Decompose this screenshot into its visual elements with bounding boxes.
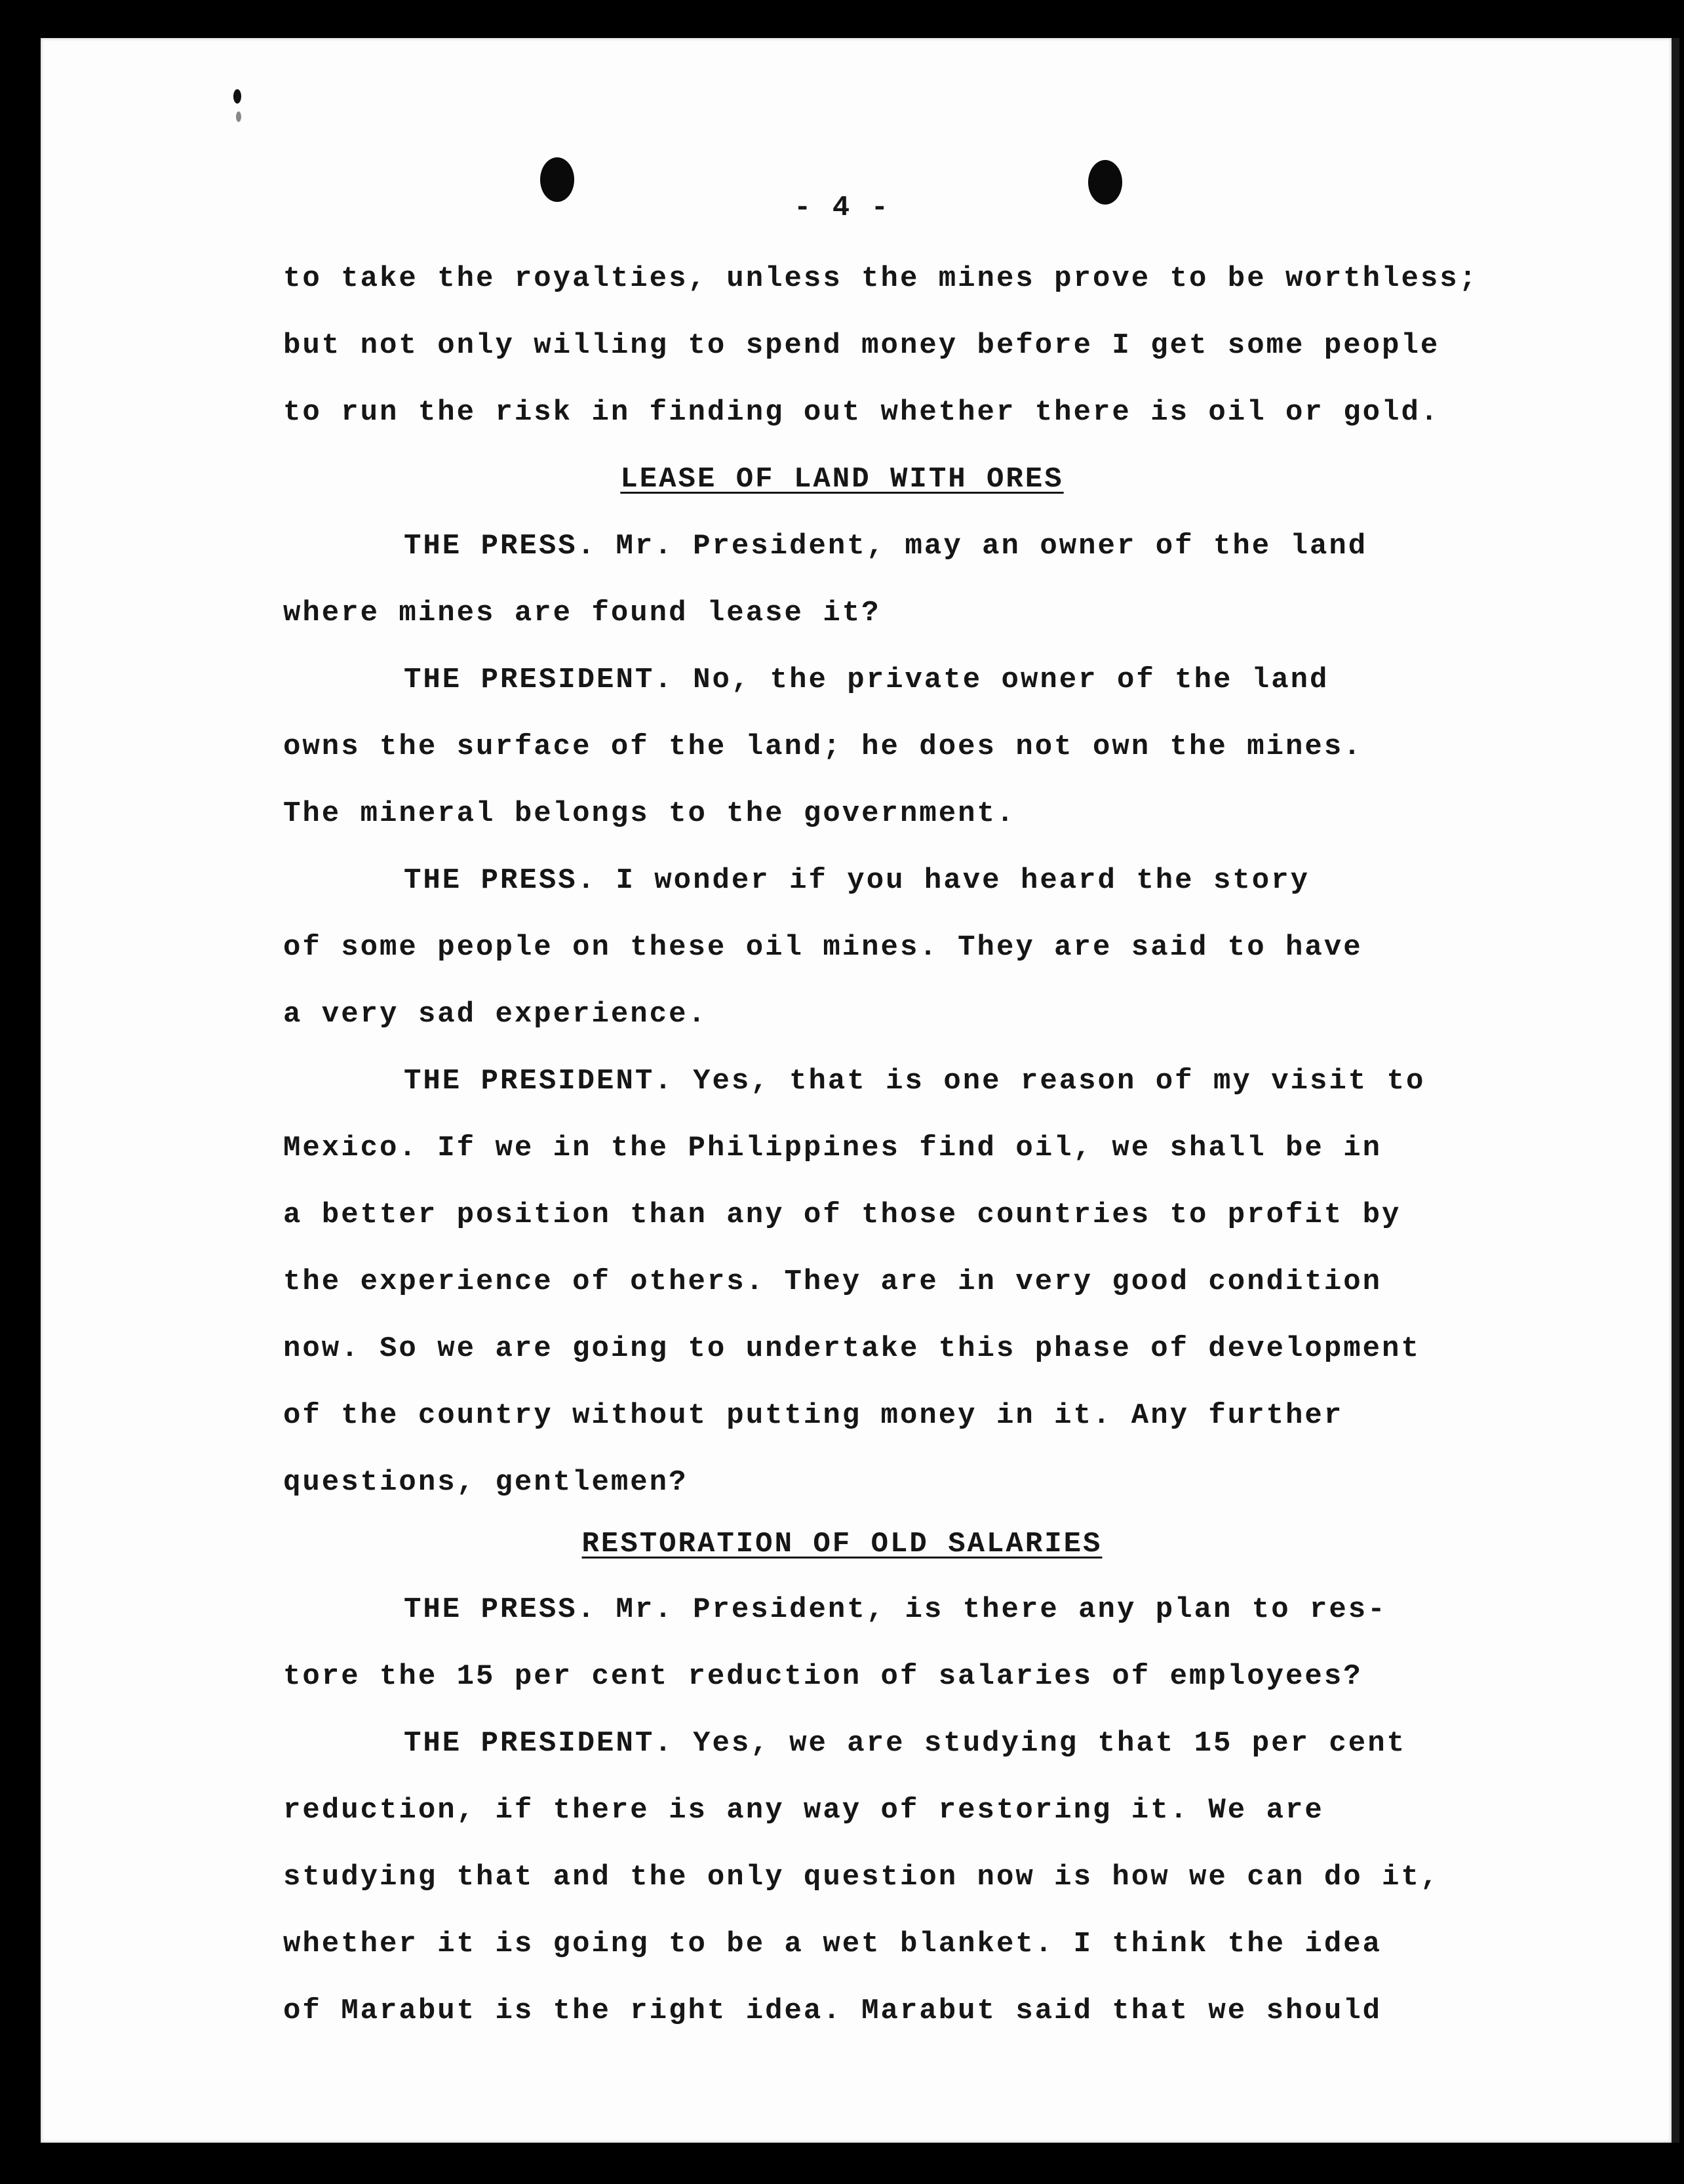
text-line: THE PRESS. I wonder if you have heard the story — [404, 864, 1310, 897]
text-line: owns the surface of the land; he does not own the mines. — [283, 730, 1363, 763]
text-line: THE PRESIDENT. No, the private owner of the land — [404, 664, 1329, 696]
ink-speck — [233, 89, 241, 104]
section-heading: LEASE OF LAND WITH ORES — [620, 463, 1064, 496]
text-line: to take the royalties, unless the mines prove to be worthless; — [283, 262, 1479, 295]
section-heading: RESTORATION OF OLD SALARIES — [581, 1528, 1103, 1560]
text-line: of the country without putting money in it. Any further — [283, 1399, 1344, 1432]
ink-speck — [236, 111, 241, 122]
text-line: The mineral belongs to the government. — [283, 797, 1016, 830]
text-line: a very sad experience. — [283, 998, 707, 1031]
text-line: THE PRESIDENT. Yes, we are studying that 15 per cent — [404, 1727, 1407, 1760]
text-line: of Marabut is the right idea. Marabut said that we should — [283, 1995, 1382, 2027]
text-line: where mines are found lease it? — [283, 597, 881, 629]
text-line: THE PRESS. Mr. President, may an owner of the land — [404, 530, 1368, 563]
text-line: the experience of others. They are in very good condition — [283, 1265, 1382, 1298]
text-line: to run the risk in finding out whether there is oil or gold. — [283, 396, 1440, 429]
page-edge-shadow — [1672, 38, 1679, 2143]
text-line: now. So we are going to undertake this phase of development — [283, 1332, 1420, 1365]
page-number: - 4 - — [793, 191, 891, 224]
text-line: Mexico. If we in the Philippines find oil, we shall be in — [283, 1132, 1382, 1164]
text-line: reduction, if there is any way of restoring it. We are — [283, 1794, 1324, 1827]
text-line: of some people on these oil mines. They are said to have — [283, 931, 1363, 964]
text-line: studying that and the only question now is how we can do it, — [283, 1861, 1440, 1894]
text-line: THE PRESS. Mr. President, is there any plan to res- — [404, 1593, 1387, 1626]
text-line: a better position than any of those countries to profit by — [283, 1199, 1401, 1231]
text-line: THE PRESIDENT. Yes, that is one reason of my visit to — [404, 1065, 1426, 1098]
text-line: but not only willing to spend money before I get some people — [283, 329, 1440, 362]
text-line: tore the 15 per cent reduction of salaries of employees? — [283, 1660, 1363, 1693]
text-line: questions, gentlemen? — [283, 1466, 688, 1499]
text-line: whether it is going to be a wet blanket. I think the idea — [283, 1928, 1382, 1960]
